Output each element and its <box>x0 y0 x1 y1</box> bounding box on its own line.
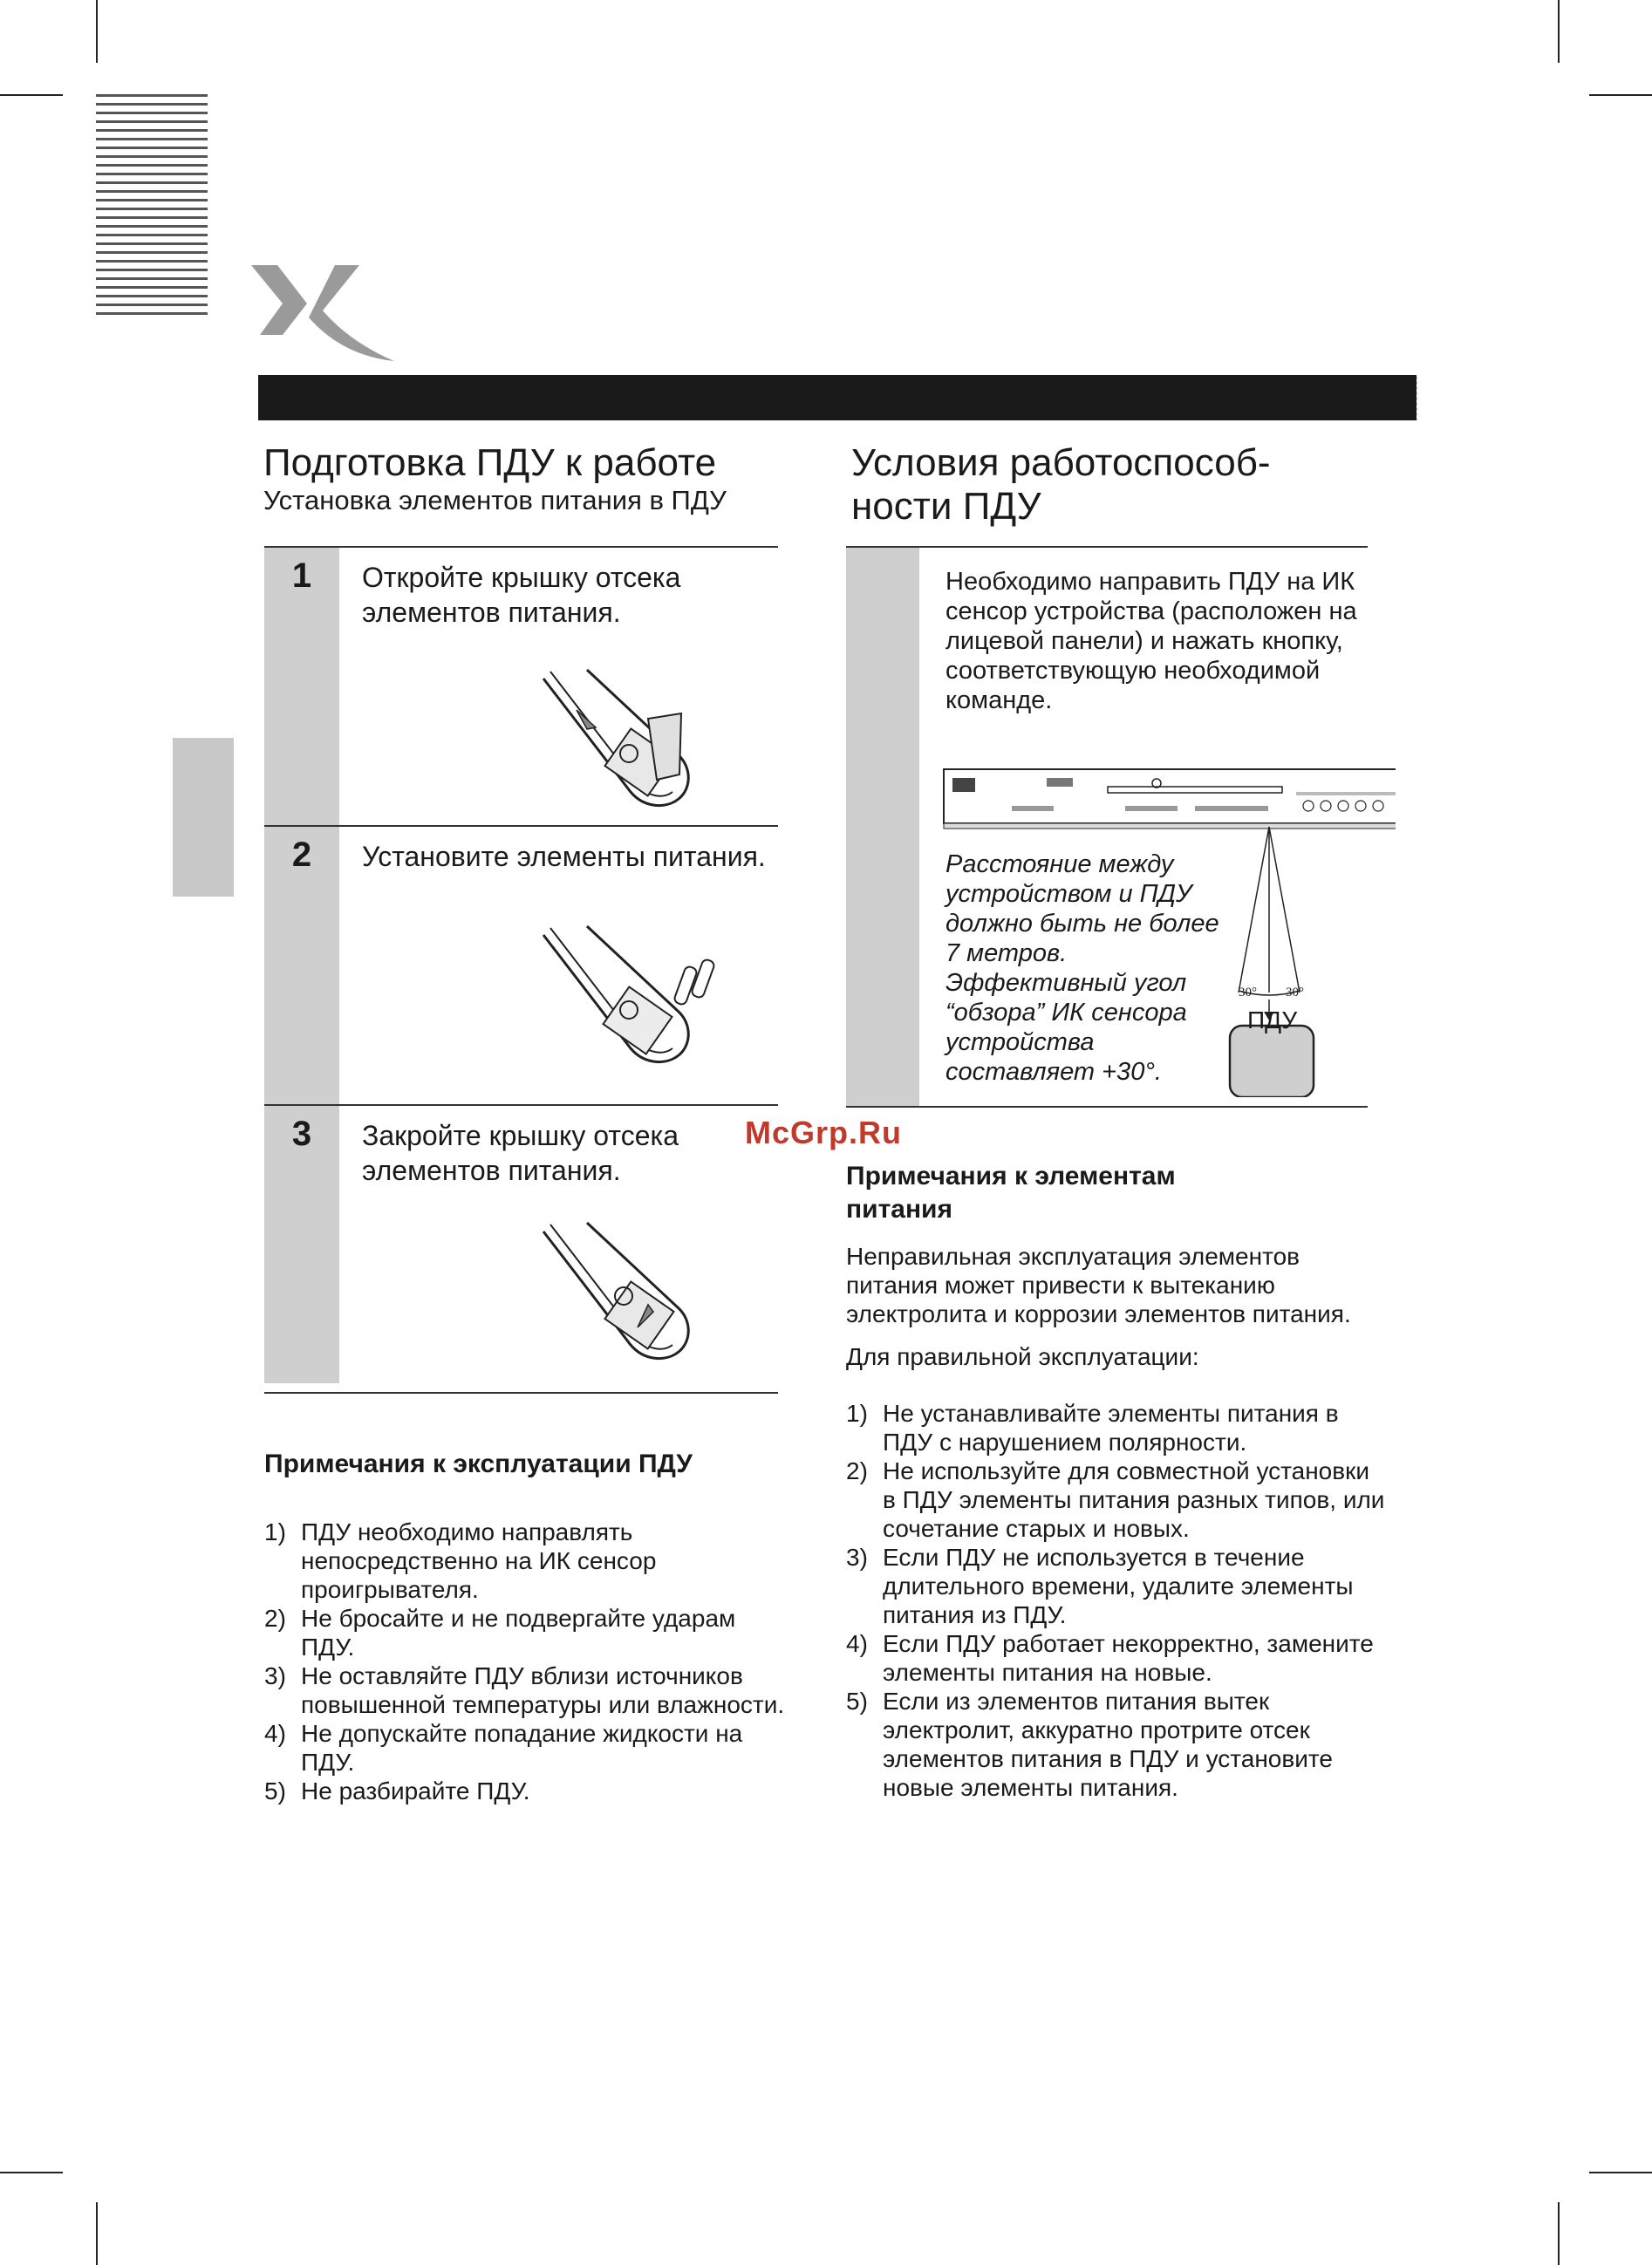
list-item: 4) Если ПДУ работает некорректно, замените элементы питания на новые. <box>846 1630 1374 1686</box>
list-item: 1) ПДУ необходимо направлять непосредственно на ИК сенсор проигрывателя. <box>264 1518 657 1603</box>
angle-label-left: 30° <box>1239 986 1257 999</box>
step-text: Откройте крышку отсека элементов питания. <box>362 562 681 628</box>
gray-column <box>846 548 919 1106</box>
step-number: 3 <box>264 1106 339 1383</box>
conditions-box <box>846 548 1368 1106</box>
divider <box>264 1392 778 1394</box>
decorative-stripes <box>96 94 208 323</box>
step-row <box>264 1106 778 1383</box>
notes-list <box>264 1518 788 1805</box>
list-item: 2) Не используйте для совместной установки в ПДУ элементы питания разных типов, или сочетание старых и новых. <box>846 1457 1385 1542</box>
angle-label-right: 30° <box>1286 986 1304 999</box>
remote-label: ПДУ <box>1247 1006 1298 1034</box>
crop-mark <box>1589 94 1652 96</box>
battery-intro-2: Для правильной эксплуатации: <box>846 1343 1199 1370</box>
step-row <box>264 827 778 1106</box>
crop-mark <box>0 94 63 96</box>
list-item: 4) Не допускайте попадание жидкости на ПДУ. <box>264 1720 743 1776</box>
crop-mark <box>1558 2202 1560 2265</box>
brand-logo-icon <box>248 260 396 365</box>
instruction-text: Необходимо направить ПДУ на ИК сенсор устройства (расположен на лицевой панели) и нажать кнопку, соответствующую необходимой команде. <box>945 568 1357 714</box>
crop-mark <box>96 0 98 63</box>
list-item: 5) Не разбирайте ПДУ. <box>264 1777 530 1804</box>
page-title: ности ПДУ <box>851 485 1041 528</box>
distance-text: Расстояние между устройством и ПДУ должно быть не более 7 метров. Эффективный угол “обзора” ИК сенсора устройства составляет +30°. <box>945 850 1219 1086</box>
divider <box>846 1106 1368 1108</box>
battery-notes <box>846 1160 1387 1802</box>
list-item: 1) Не устанавливайте элементы питания в ПДУ с нарушением полярности. <box>846 1400 1339 1456</box>
step-number: 1 <box>264 548 339 825</box>
halftone-dots <box>1361 375 1418 420</box>
watermark: McGrp.Ru <box>745 1115 903 1150</box>
list-item: 2) Не бросайте и не подвергайте ударам ПДУ. <box>264 1605 736 1661</box>
list-item: 5) Если из элементов питания вытек электролит, аккуратно протрите отсек элементов питания в ПДУ и установите новые элементы питания. <box>846 1688 1333 1801</box>
crop-mark <box>96 2202 98 2265</box>
list-item: 3) Если ПДУ не используется в течение длительного времени, удалите элементы питания из ПДУ. <box>846 1544 1354 1628</box>
page-title: Подготовка ПДУ к работе <box>263 441 717 484</box>
crop-mark <box>1589 2172 1652 2173</box>
dvd-player-diagram <box>942 766 1396 1097</box>
step-text: Установите элементы питания. <box>362 841 766 872</box>
step-text: Закройте крышку отсека элементов питания. <box>362 1120 679 1186</box>
steps-table <box>264 548 778 1383</box>
remote-open-cover-icon <box>526 661 700 818</box>
page-title: Условия работоспособ- <box>851 441 1271 484</box>
notes-list <box>846 1399 1387 1802</box>
crop-mark <box>1558 0 1560 63</box>
section-heading: Примечания к эксплуатации ПДУ <box>264 1450 693 1478</box>
remote-close-cover-icon <box>526 1214 700 1371</box>
right-heading <box>851 441 1375 529</box>
remote-notes <box>264 1448 788 1805</box>
list-item: 3) Не оставляйте ПДУ вблизи источников повышенной температуры или влажности. <box>264 1662 785 1718</box>
crop-mark <box>0 2172 63 2173</box>
section-heading: Примечания к элементам питания <box>846 1162 1176 1224</box>
battery-intro: Неправильная эксплуатация элементов питания может привести к вытеканию электролита и коррозии элементов питания. <box>846 1243 1351 1327</box>
page-subtitle: Установка элементов питания в ПДУ <box>263 485 727 515</box>
step-row <box>264 548 778 827</box>
header-bar <box>258 375 1416 420</box>
step-number: 2 <box>264 827 339 1104</box>
side-tab <box>173 738 234 897</box>
remote-batteries-icon <box>526 914 727 1080</box>
left-heading <box>263 441 787 516</box>
